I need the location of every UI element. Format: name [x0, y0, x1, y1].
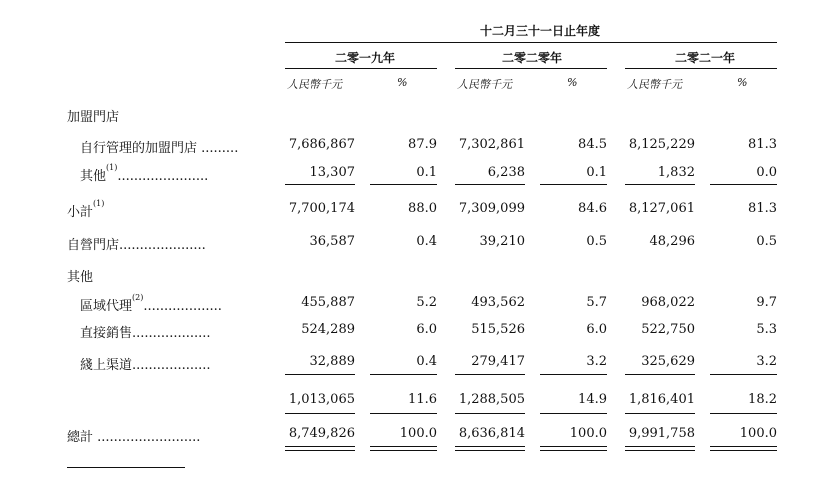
cell-amount-2021: 325,629: [641, 354, 695, 369]
row-label-self-operated: 自營門店.....................: [67, 238, 206, 253]
cell-amount-2019: 32,889: [309, 354, 355, 369]
row-label-regional-agents: 區域代理$^{(2)}$...................: [80, 293, 222, 314]
total-top-rule-pct-2020: [540, 413, 607, 414]
cell-amount-2021: 9,991,758: [628, 426, 695, 441]
period-header-rule: [285, 42, 777, 43]
pct-label-2019: %: [397, 76, 408, 89]
cell-amount-2019: 455,887: [301, 295, 355, 310]
cell-pct-2020: 14.9: [578, 392, 607, 407]
cell-pct-2019: 5.2: [416, 295, 437, 310]
cell-amount-2019: 36,587: [309, 234, 355, 249]
period-header: 十二月三十一日止年度: [480, 24, 601, 38]
cell-pct-2021: 9.7: [756, 295, 777, 310]
cell-amount-2019: 1,013,065: [288, 392, 355, 407]
cell-pct-2019: 11.6: [408, 392, 437, 407]
cell-pct-2019: 100.0: [399, 426, 437, 441]
cell-pct-2021: 100.0: [739, 426, 777, 441]
others-rule-amt-2019: [285, 374, 355, 375]
total-top-rule-amt-2019: [285, 413, 355, 414]
cell-pct-2019: 0.1: [416, 165, 437, 180]
row-label-direct-sales: 直接銷售...................: [80, 326, 211, 341]
cell-pct-2021: 3.2: [756, 354, 777, 369]
cell-amount-2021: 8,125,229: [628, 137, 695, 152]
total-double-rule-pct-2021: [710, 446, 777, 451]
cell-amount-2019: 524,289: [301, 322, 355, 337]
row-label-others-1: 其他$^{(1)}$......................: [80, 163, 209, 184]
row-label-self-managed: 自行管理的加盟門店 .........: [80, 141, 239, 156]
cell-pct-2020: 0.1: [586, 165, 607, 180]
cell-amount-2019: 8,749,826: [288, 426, 355, 441]
cell-pct-2020: 0.5: [586, 234, 607, 249]
cell-amount-2020: 279,417: [471, 354, 525, 369]
pct-label-2021: %: [737, 76, 748, 89]
cell-pct-2020: 6.0: [586, 322, 607, 337]
cell-amount-2021: 968,022: [641, 295, 695, 310]
row-label-franchise: 加盟門店: [67, 110, 120, 125]
cell-pct-2020: 84.5: [578, 137, 607, 152]
subtotal-rule-pct-2021: [710, 184, 777, 185]
cell-amount-2019: 13,307: [309, 165, 355, 180]
cell-amount-2020: 39,210: [479, 234, 525, 249]
total-double-rule-pct-2019: [370, 446, 437, 451]
cell-pct-2021: 18.2: [748, 392, 777, 407]
row-label-online: 綫上渠道...................: [80, 358, 211, 373]
cell-pct-2019: 6.0: [416, 322, 437, 337]
year-rule-2021: [625, 68, 777, 69]
cell-amount-2020: 7,309,099: [458, 201, 525, 216]
cell-amount-2020: 6,238: [487, 165, 525, 180]
others-rule-pct-2021: [710, 374, 777, 375]
subtotal-rule-amt-2021: [625, 184, 695, 185]
cell-amount-2021: 1,832: [657, 165, 695, 180]
total-double-rule-pct-2020: [540, 446, 607, 451]
subtotal-rule-pct-2019: [370, 184, 437, 185]
others-rule-amt-2021: [625, 374, 695, 375]
cell-amount-2021: 8,127,061: [628, 201, 695, 216]
cell-amount-2021: 1,816,401: [628, 392, 695, 407]
total-top-rule-amt-2020: [455, 413, 525, 414]
others-rule-pct-2020: [540, 374, 607, 375]
row-label-others-2: 其他: [67, 270, 94, 285]
cell-amount-2019: 7,700,174: [288, 201, 355, 216]
year-rule-2020: [455, 68, 607, 69]
year-header-2021: 二零二一年: [675, 51, 736, 65]
cell-amount-2020: 8,636,814: [458, 426, 525, 441]
cell-pct-2020: 5.7: [586, 295, 607, 310]
total-double-rule-amt-2021: [625, 446, 695, 451]
cell-pct-2021: 81.3: [748, 201, 777, 216]
cell-pct-2019: 88.0: [408, 201, 437, 216]
unit-label-2021: 人民幣千元: [627, 78, 682, 91]
footnote-separator: [67, 467, 185, 468]
pct-label-2020: %: [567, 76, 578, 89]
total-top-rule-amt-2021: [625, 413, 695, 414]
cell-amount-2019: 7,686,867: [288, 137, 355, 152]
row-label-subtotal: 小計$^{(1)}$: [67, 199, 105, 220]
cell-pct-2021: 0.0: [756, 165, 777, 180]
unit-label-2020: 人民幣千元: [457, 78, 512, 91]
total-double-rule-amt-2020: [455, 446, 525, 451]
cell-amount-2020: 515,526: [471, 322, 525, 337]
subtotal-rule-pct-2020: [540, 184, 607, 185]
total-double-rule-amt-2019: [285, 446, 355, 451]
cell-amount-2021: 522,750: [641, 322, 695, 337]
cell-amount-2020: 7,302,861: [458, 137, 525, 152]
cell-pct-2021: 0.5: [756, 234, 777, 249]
row-label-total: 總計 .........................: [67, 430, 201, 445]
cell-pct-2020: 84.6: [578, 201, 607, 216]
total-top-rule-pct-2021: [710, 413, 777, 414]
subtotal-rule-amt-2020: [455, 184, 525, 185]
others-rule-pct-2019: [370, 374, 437, 375]
cell-pct-2019: 87.9: [408, 137, 437, 152]
year-rule-2019: [285, 68, 437, 69]
cell-pct-2021: 81.3: [748, 137, 777, 152]
cell-amount-2021: 48,296: [649, 234, 695, 249]
cell-amount-2020: 493,562: [471, 295, 525, 310]
cell-pct-2019: 0.4: [416, 234, 437, 249]
others-rule-amt-2020: [455, 374, 525, 375]
cell-amount-2020: 1,288,505: [458, 392, 525, 407]
total-top-rule-pct-2019: [370, 413, 437, 414]
cell-pct-2021: 5.3: [756, 322, 777, 337]
cell-pct-2019: 0.4: [416, 354, 437, 369]
year-header-2020: 二零二零年: [502, 51, 563, 65]
year-header-2019: 二零一九年: [335, 51, 396, 65]
unit-label-2019: 人民幣千元: [287, 78, 342, 91]
cell-pct-2020: 100.0: [569, 426, 607, 441]
subtotal-rule-amt-2019: [285, 184, 355, 185]
cell-pct-2020: 3.2: [586, 354, 607, 369]
